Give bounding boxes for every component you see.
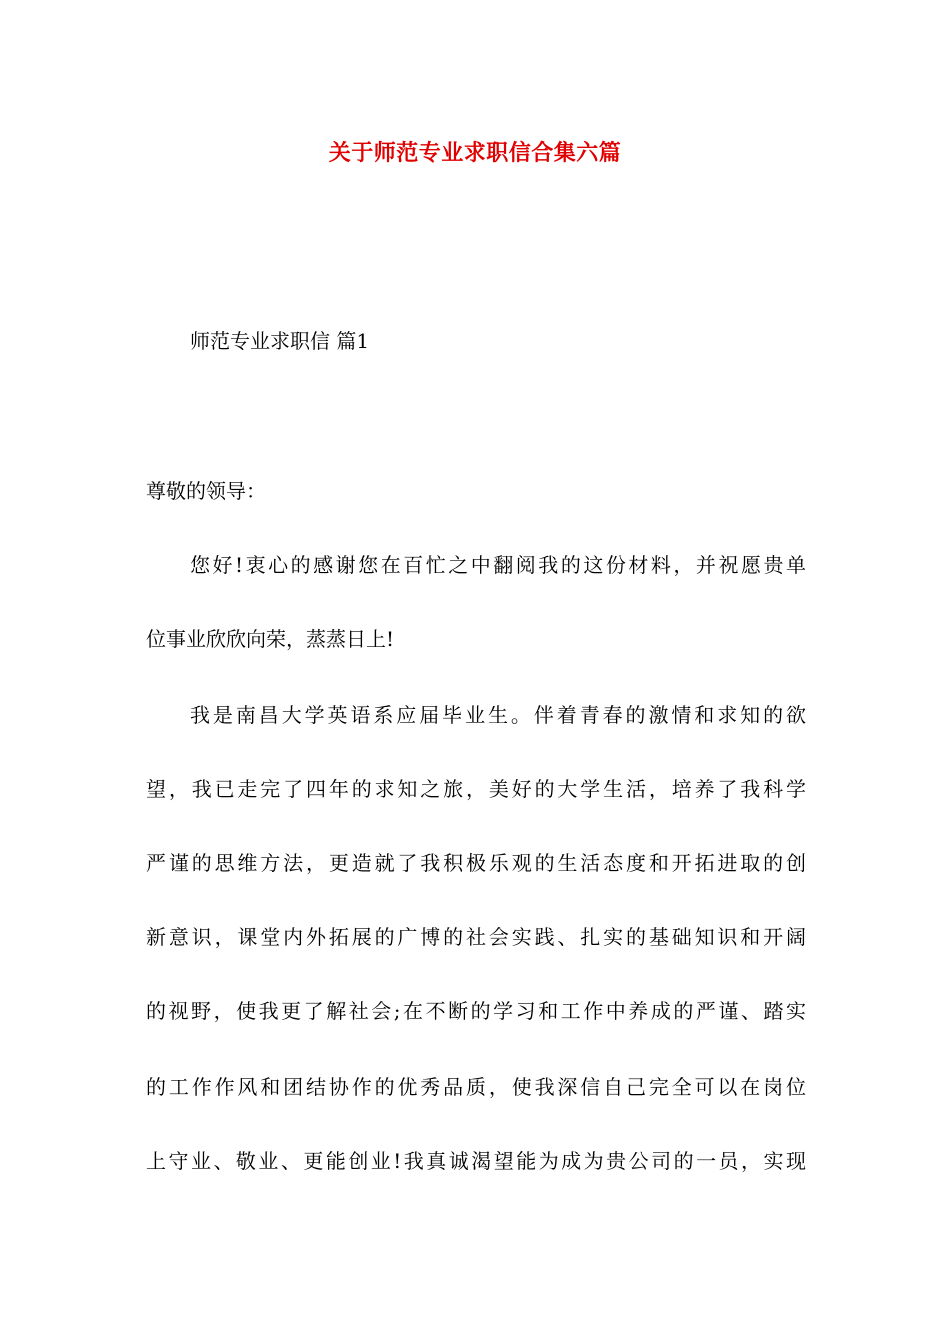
body-line: 新意识，课堂内外拓展的广博的社会实践、扎实的基础知识和开阔 [146,925,806,949]
body-line: 上守业、敬业、更能创业!我真诚渴望能为成为贵公司的一员，实现 [146,1149,806,1173]
body-line: 的工作作风和团结协作的优秀品质，使我深信自己完全可以在岗位 [146,1075,806,1099]
body-line: 我是南昌大学英语系应届毕业生。伴着青春的激情和求知的欲 [190,703,806,727]
body-line: 严谨的思维方法，更造就了我积极乐观的生活态度和开拓进取的创 [146,851,806,875]
body-line: 的视野，使我更了解社会;在不断的学习和工作中养成的严谨、踏实 [146,999,806,1023]
body-line: 位事业欣欣向荣，蒸蒸日上! [146,627,395,651]
body-line: 望，我已走完了四年的求知之旅，美好的大学生活，培养了我科学 [146,777,806,801]
document-title: 关于师范专业求职信合集六篇 [328,140,622,166]
section-heading: 师范专业求职信 篇1 [190,329,370,353]
body-line: 您好!衷心的感谢您在百忙之中翻阅我的这份材料，并祝愿贵单 [190,553,806,577]
salutation: 尊敬的领导： [146,479,266,503]
